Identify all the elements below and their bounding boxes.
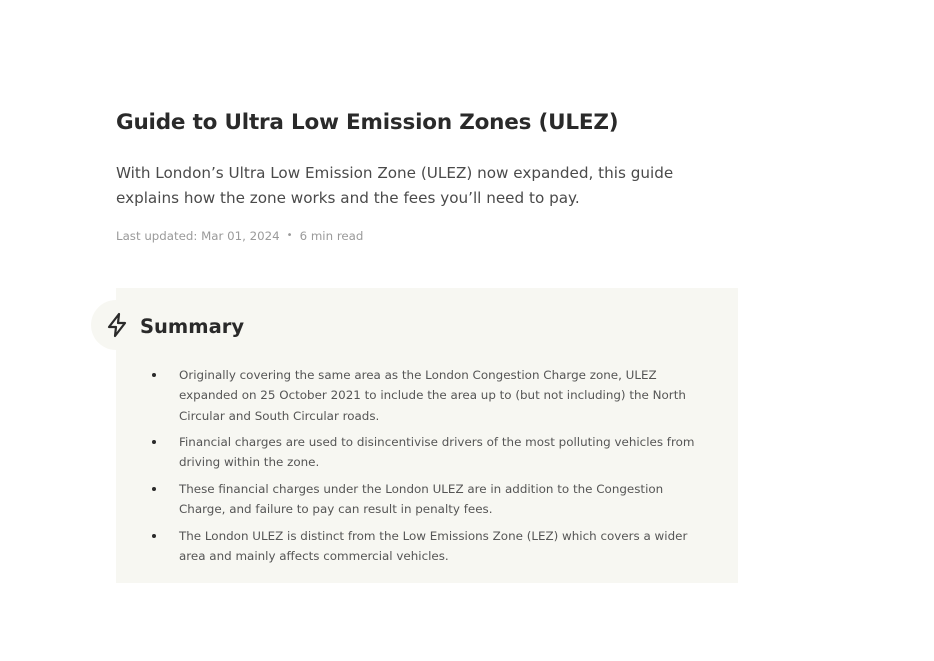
meta-separator: • <box>286 230 293 241</box>
lightning-icon <box>105 312 129 338</box>
page-title: Guide to Ultra Low Emission Zones (ULEZ) <box>116 110 619 135</box>
list-item-text: The London ULEZ is distinct from the Low Emissions Zone (LEZ) which covers a wider area and mainly affects commercial vehicles. <box>179 528 688 563</box>
article-intro: With London’s Ultra Low Emission Zone (ULEZ) now expanded, this guide explains how the zone works and the fees you’ll need to pay. <box>116 164 674 207</box>
read-time: 6 min read <box>299 229 364 243</box>
list-item-text: Financial charges are used to disincentivise drivers of the most polluting vehicles from driving within the zone. <box>179 435 695 470</box>
list-item-text: These financial charges under the London ULEZ are in addition to the Congestion Charge, and failure to pay can result in penalty fees. <box>179 481 664 517</box>
bullet-icon <box>152 373 156 377</box>
list-item <box>149 365 709 426</box>
list-item <box>149 526 709 567</box>
bullet-icon <box>152 440 156 444</box>
bullet-icon <box>152 534 156 538</box>
list-item <box>149 432 709 473</box>
article-meta <box>116 227 738 245</box>
summary-list <box>149 365 709 572</box>
article-header <box>116 107 738 245</box>
last-updated: Last updated: Mar 01, 2024 <box>116 229 280 243</box>
list-item <box>149 479 709 520</box>
bullet-icon <box>152 487 156 491</box>
list-item-text: Originally covering the same area as the London Congestion Charge zone, ULEZ expanded on 25 October 2021 to include the area up to (but not including) the North Circular and South Circular roads. <box>179 368 686 423</box>
summary-heading: Summary <box>140 315 245 338</box>
